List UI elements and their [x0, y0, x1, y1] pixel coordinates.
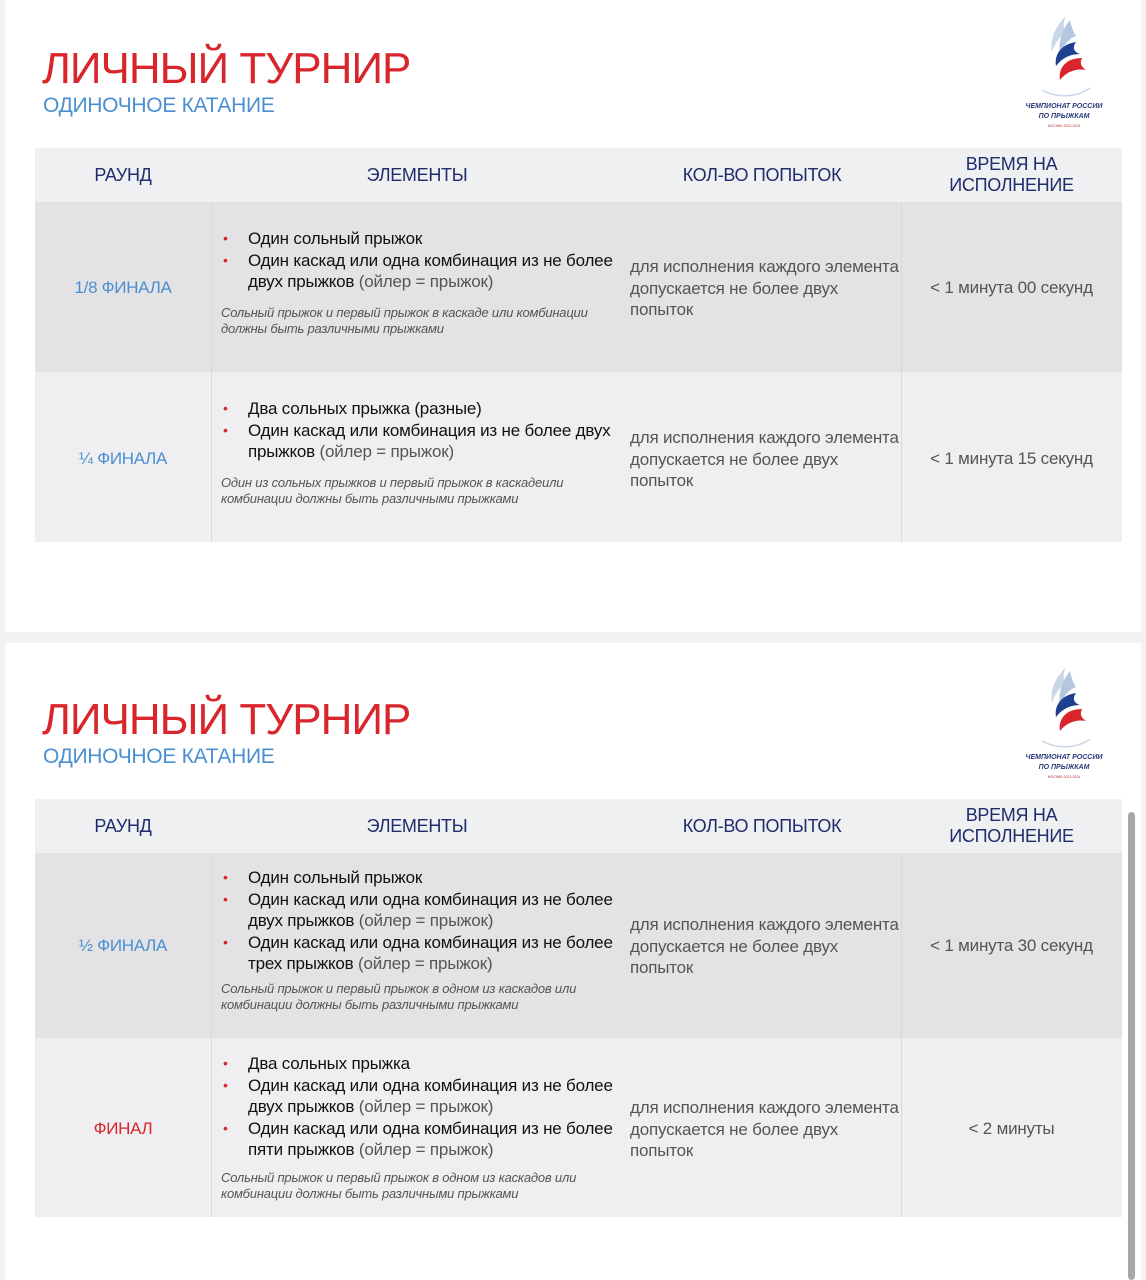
list-item: • Один сольный прыжок — [223, 868, 423, 887]
list-item: • Один каскад или одна комбинация из не более пяти прыжков (ойлер = прыжок) — [223, 1118, 613, 1159]
header-elements: ЭЛЕМЕНТЫ — [366, 164, 468, 185]
list-item: • Один сольный прыжок — [223, 229, 423, 248]
round-label: 1/8 ФИНАЛА — [74, 278, 172, 297]
slide-title: ЛИЧНЫЙ ТУРНИР — [42, 695, 411, 744]
table-row — [35, 853, 1122, 1038]
list-item: • Один каскад или одна комбинация из не более двух прыжков (ойлер = прыжок) — [223, 1075, 613, 1116]
header-tries: КОЛ-ВО ПОПЫТОК — [682, 815, 842, 836]
championship-logo — [1022, 14, 1106, 132]
logo-text-line1: ЧЕМПИОНАТ РОССИИ — [1025, 103, 1103, 110]
round-label: ФИНАЛ — [93, 1119, 153, 1138]
logo-text-line2: ПО ПРЫЖКАМ — [1038, 764, 1090, 771]
header-time: ВРЕМЯ НА ИСПОЛНЕНИЕ — [949, 805, 1074, 846]
header-round: РАУНД — [94, 815, 152, 836]
header-elements: ЭЛЕМЕНТЫ — [366, 815, 468, 836]
slide-2 — [5, 643, 1141, 1280]
time-cell: < 2 минуты — [968, 1119, 1055, 1138]
round-label: ¼ ФИНАЛА — [78, 449, 168, 468]
elements-cell — [221, 1053, 621, 1202]
tries-cell: для исполнения каждого элемента допускается не более двух попыток — [630, 915, 899, 977]
flame-emblem-icon — [1036, 665, 1092, 751]
elements-cell — [221, 867, 621, 1013]
rule-note: Сольный прыжок и первый прыжок в каскаде или комбинации должны быть различными прыжками — [221, 304, 588, 336]
time-cell: < 1 минута 00 секунд — [930, 278, 1093, 297]
slide-subtitle: ОДИНОЧНОЕ КАТАНИЕ — [43, 94, 275, 117]
round-label: ½ ФИНАЛА — [78, 936, 168, 955]
rule-note: Сольный прыжок и первый прыжок в одном из каскадов или комбинации должны быть различными прыжками — [221, 1169, 577, 1201]
list-item: • Один каскад или одна комбинация из не более трех прыжков (ойлер = прыжок) — [223, 932, 613, 973]
tries-cell: для исполнения каждого элемента допускается не более двух попыток — [630, 257, 899, 319]
flame-emblem-icon — [1036, 14, 1092, 100]
tries-cell: для исполнения каждого элемента допускается не более двух попыток — [630, 1098, 899, 1160]
rule-note: Сольный прыжок и первый прыжок в одном из каскадов или комбинации должны быть различными прыжками — [221, 980, 577, 1012]
logo-text-line2: ПО ПРЫЖКАМ — [1038, 113, 1090, 120]
rule-note: Один из сольных прыжков и первый прыжок в каскадеили комбинации должны быть различными прыжками — [221, 474, 564, 506]
time-cell: < 1 минута 30 секунд — [930, 936, 1093, 955]
list-item: • Два сольных прыжка — [223, 1054, 410, 1073]
header-round: РАУНД — [94, 164, 152, 185]
logo-text-line3: МОСКВА 2023-2024 — [1047, 124, 1081, 128]
list-item: • Один каскад или одна комбинация из не более двух прыжков (ойлер = прыжок) — [223, 250, 613, 291]
slide-1 — [5, 0, 1141, 632]
list-item: • Один каскад или комбинация из не более двух прыжков (ойлер = прыжок) — [223, 420, 611, 461]
logo-text-line3: МОСКВА 2023-2024 — [1047, 775, 1081, 779]
header-time: ВРЕМЯ НА ИСПОЛНЕНИЕ — [949, 154, 1074, 195]
table-header — [35, 148, 1122, 202]
tries-cell: для исполнения каждого элемента допускается не более двух попыток — [630, 428, 899, 490]
table-row — [35, 202, 1122, 372]
slide-subtitle: ОДИНОЧНОЕ КАТАНИЕ — [43, 745, 275, 768]
table-row — [35, 372, 1122, 542]
table-row — [35, 1038, 1122, 1217]
time-cell: < 1 минута 15 секунд — [930, 449, 1093, 468]
championship-logo — [1022, 665, 1106, 783]
table-header — [35, 799, 1122, 853]
list-item: • Два сольных прыжка (разные) — [223, 399, 482, 418]
list-item: • Один каскад или одна комбинация из не более двух прыжков (ойлер = прыжок) — [223, 889, 613, 930]
header-tries: КОЛ-ВО ПОПЫТОК — [682, 164, 842, 185]
rules-table — [35, 799, 1122, 1217]
slide-title: ЛИЧНЫЙ ТУРНИР — [42, 44, 411, 93]
elements-cell — [221, 228, 621, 337]
rules-table — [35, 148, 1122, 542]
elements-cell — [221, 398, 621, 507]
logo-text-line1: ЧЕМПИОНАТ РОССИИ — [1025, 754, 1103, 761]
vertical-scrollbar[interactable] — [1128, 812, 1135, 1280]
